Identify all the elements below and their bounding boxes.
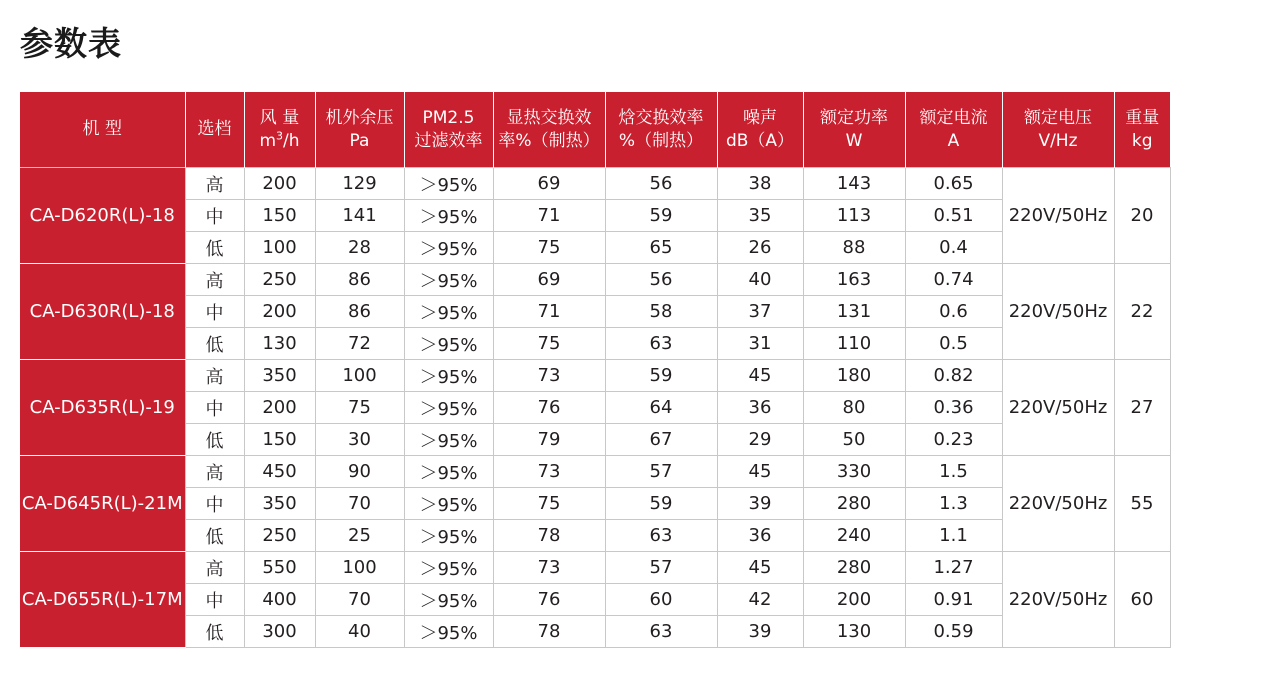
noise-cell: 45 [717, 360, 803, 392]
current-cell: 1.27 [905, 552, 1002, 584]
sensible-cell: 75 [493, 232, 605, 264]
voltage-cell: 220V/50Hz [1002, 456, 1114, 552]
weight-cell: 60 [1114, 552, 1170, 648]
sensible-cell: 71 [493, 200, 605, 232]
noise-cell: 37 [717, 296, 803, 328]
power-cell: 88 [803, 232, 905, 264]
enthalpy-cell: 63 [605, 328, 717, 360]
pressure-cell: 86 [315, 264, 404, 296]
gear-cell: 高 [185, 264, 244, 296]
airflow-cell: 130 [244, 328, 315, 360]
pm25-cell: ＞95% [404, 424, 493, 456]
noise-cell: 39 [717, 616, 803, 648]
power-cell: 143 [803, 168, 905, 200]
current-cell: 0.82 [905, 360, 1002, 392]
header-pm25: PM2.5 过滤效率 [404, 92, 493, 168]
airflow-cell: 350 [244, 488, 315, 520]
voltage-cell: 220V/50Hz [1002, 552, 1114, 648]
table-row [20, 392, 1170, 424]
weight-cell: 22 [1114, 264, 1170, 360]
sensible-cell: 71 [493, 296, 605, 328]
enthalpy-cell: 63 [605, 616, 717, 648]
airflow-cell: 250 [244, 520, 315, 552]
table-row [20, 328, 1170, 360]
table-row [20, 488, 1170, 520]
enthalpy-cell: 56 [605, 168, 717, 200]
airflow-cell: 100 [244, 232, 315, 264]
enthalpy-cell: 59 [605, 200, 717, 232]
voltage-cell: 220V/50Hz [1002, 360, 1114, 456]
pressure-cell: 75 [315, 392, 404, 424]
sensible-cell: 78 [493, 616, 605, 648]
current-cell: 1.3 [905, 488, 1002, 520]
power-cell: 110 [803, 328, 905, 360]
current-cell: 0.65 [905, 168, 1002, 200]
enthalpy-cell: 56 [605, 264, 717, 296]
power-cell: 280 [803, 488, 905, 520]
header-gear: 选档 [185, 92, 244, 168]
enthalpy-cell: 65 [605, 232, 717, 264]
pressure-cell: 28 [315, 232, 404, 264]
header-model: 机 型 [20, 92, 185, 168]
current-cell: 0.74 [905, 264, 1002, 296]
gear-cell: 高 [185, 360, 244, 392]
pressure-cell: 40 [315, 616, 404, 648]
header-weight: 重量 kg [1114, 92, 1170, 168]
enthalpy-cell: 57 [605, 552, 717, 584]
enthalpy-cell: 58 [605, 296, 717, 328]
pm25-cell: ＞95% [404, 360, 493, 392]
pm25-cell: ＞95% [404, 232, 493, 264]
noise-cell: 31 [717, 328, 803, 360]
power-cell: 130 [803, 616, 905, 648]
table-row [20, 552, 1170, 584]
power-cell: 50 [803, 424, 905, 456]
gear-cell: 高 [185, 456, 244, 488]
pm25-cell: ＞95% [404, 264, 493, 296]
power-cell: 240 [803, 520, 905, 552]
enthalpy-cell: 64 [605, 392, 717, 424]
header-power: 额定功率 W [803, 92, 905, 168]
enthalpy-cell: 60 [605, 584, 717, 616]
power-cell: 113 [803, 200, 905, 232]
pm25-cell: ＞95% [404, 328, 493, 360]
gear-cell: 高 [185, 168, 244, 200]
header-current: 额定电流 A [905, 92, 1002, 168]
table-row [20, 424, 1170, 456]
airflow-cell: 150 [244, 200, 315, 232]
current-cell: 1.1 [905, 520, 1002, 552]
airflow-cell: 450 [244, 456, 315, 488]
noise-cell: 26 [717, 232, 803, 264]
model-cell: CA-D655R(L)-17M [20, 552, 185, 648]
weight-cell: 55 [1114, 456, 1170, 552]
power-cell: 80 [803, 392, 905, 424]
power-cell: 131 [803, 296, 905, 328]
airflow-cell: 350 [244, 360, 315, 392]
sensible-cell: 75 [493, 328, 605, 360]
weight-cell: 20 [1114, 168, 1170, 264]
enthalpy-cell: 59 [605, 360, 717, 392]
current-cell: 0.51 [905, 200, 1002, 232]
model-cell: CA-D620R(L)-18 [20, 168, 185, 264]
sensible-cell: 73 [493, 456, 605, 488]
page-title: 参数表 [20, 24, 122, 63]
current-cell: 0.91 [905, 584, 1002, 616]
model-cell: CA-D630R(L)-18 [20, 264, 185, 360]
pressure-cell: 100 [315, 552, 404, 584]
pm25-cell: ＞95% [404, 392, 493, 424]
gear-cell: 低 [185, 232, 244, 264]
pm25-cell: ＞95% [404, 552, 493, 584]
weight-cell: 27 [1114, 360, 1170, 456]
gear-cell: 低 [185, 520, 244, 552]
table-row [20, 264, 1170, 296]
enthalpy-cell: 67 [605, 424, 717, 456]
header-sensible: 显热交换效 率%（制热） [493, 92, 605, 168]
pm25-cell: ＞95% [404, 616, 493, 648]
header-pressure: 机外余压 Pa [315, 92, 404, 168]
pressure-cell: 25 [315, 520, 404, 552]
gear-cell: 高 [185, 552, 244, 584]
current-cell: 1.5 [905, 456, 1002, 488]
pressure-cell: 30 [315, 424, 404, 456]
gear-cell: 中 [185, 488, 244, 520]
enthalpy-cell: 59 [605, 488, 717, 520]
enthalpy-cell: 63 [605, 520, 717, 552]
noise-cell: 42 [717, 584, 803, 616]
current-cell: 0.36 [905, 392, 1002, 424]
noise-cell: 35 [717, 200, 803, 232]
pm25-cell: ＞95% [404, 584, 493, 616]
table-row [20, 520, 1170, 552]
voltage-cell: 220V/50Hz [1002, 264, 1114, 360]
sensible-cell: 76 [493, 392, 605, 424]
pressure-cell: 70 [315, 488, 404, 520]
pressure-cell: 90 [315, 456, 404, 488]
pressure-cell: 129 [315, 168, 404, 200]
spec-table [20, 92, 1171, 648]
noise-cell: 38 [717, 168, 803, 200]
airflow-cell: 150 [244, 424, 315, 456]
table-row [20, 168, 1170, 200]
current-cell: 0.6 [905, 296, 1002, 328]
gear-cell: 低 [185, 328, 244, 360]
header-noise: 噪声 dB（A） [717, 92, 803, 168]
pressure-cell: 86 [315, 296, 404, 328]
pm25-cell: ＞95% [404, 168, 493, 200]
enthalpy-cell: 57 [605, 456, 717, 488]
gear-cell: 中 [185, 200, 244, 232]
header-voltage: 额定电压 V/Hz [1002, 92, 1114, 168]
pm25-cell: ＞95% [404, 200, 493, 232]
pressure-cell: 72 [315, 328, 404, 360]
model-cell: CA-D635R(L)-19 [20, 360, 185, 456]
noise-cell: 29 [717, 424, 803, 456]
pressure-cell: 100 [315, 360, 404, 392]
power-cell: 280 [803, 552, 905, 584]
sensible-cell: 73 [493, 552, 605, 584]
airflow-cell: 200 [244, 296, 315, 328]
noise-cell: 36 [717, 392, 803, 424]
table-row [20, 232, 1170, 264]
noise-cell: 39 [717, 488, 803, 520]
current-cell: 0.5 [905, 328, 1002, 360]
airflow-cell: 400 [244, 584, 315, 616]
pm25-cell: ＞95% [404, 520, 493, 552]
table-row [20, 360, 1170, 392]
noise-cell: 45 [717, 552, 803, 584]
gear-cell: 中 [185, 584, 244, 616]
current-cell: 0.59 [905, 616, 1002, 648]
header-enthalpy: 焓交换效率 %（制热） [605, 92, 717, 168]
model-cell: CA-D645R(L)-21M [20, 456, 185, 552]
sensible-cell: 69 [493, 264, 605, 296]
power-cell: 180 [803, 360, 905, 392]
gear-cell: 低 [185, 616, 244, 648]
power-cell: 163 [803, 264, 905, 296]
airflow-cell: 200 [244, 392, 315, 424]
pressure-cell: 141 [315, 200, 404, 232]
power-cell: 330 [803, 456, 905, 488]
sensible-cell: 73 [493, 360, 605, 392]
gear-cell: 中 [185, 392, 244, 424]
voltage-cell: 220V/50Hz [1002, 168, 1114, 264]
sensible-cell: 78 [493, 520, 605, 552]
pm25-cell: ＞95% [404, 296, 493, 328]
sensible-cell: 76 [493, 584, 605, 616]
airflow-cell: 200 [244, 168, 315, 200]
sensible-cell: 79 [493, 424, 605, 456]
current-cell: 0.23 [905, 424, 1002, 456]
current-cell: 0.4 [905, 232, 1002, 264]
table-row [20, 456, 1170, 488]
gear-cell: 中 [185, 296, 244, 328]
airflow-cell: 550 [244, 552, 315, 584]
table-row [20, 584, 1170, 616]
airflow-cell: 250 [244, 264, 315, 296]
table-body [20, 168, 1170, 648]
table-row [20, 200, 1170, 232]
pressure-cell: 70 [315, 584, 404, 616]
pm25-cell: ＞95% [404, 488, 493, 520]
airflow-cell: 300 [244, 616, 315, 648]
gear-cell: 低 [185, 424, 244, 456]
header-row [20, 92, 1170, 168]
sensible-cell: 69 [493, 168, 605, 200]
table-row [20, 296, 1170, 328]
noise-cell: 36 [717, 520, 803, 552]
sensible-cell: 75 [493, 488, 605, 520]
header-airflow: 风 量 $m^3/h$ [244, 92, 315, 168]
pm25-cell: ＞95% [404, 456, 493, 488]
noise-cell: 40 [717, 264, 803, 296]
power-cell: 200 [803, 584, 905, 616]
table-row [20, 616, 1170, 648]
noise-cell: 45 [717, 456, 803, 488]
